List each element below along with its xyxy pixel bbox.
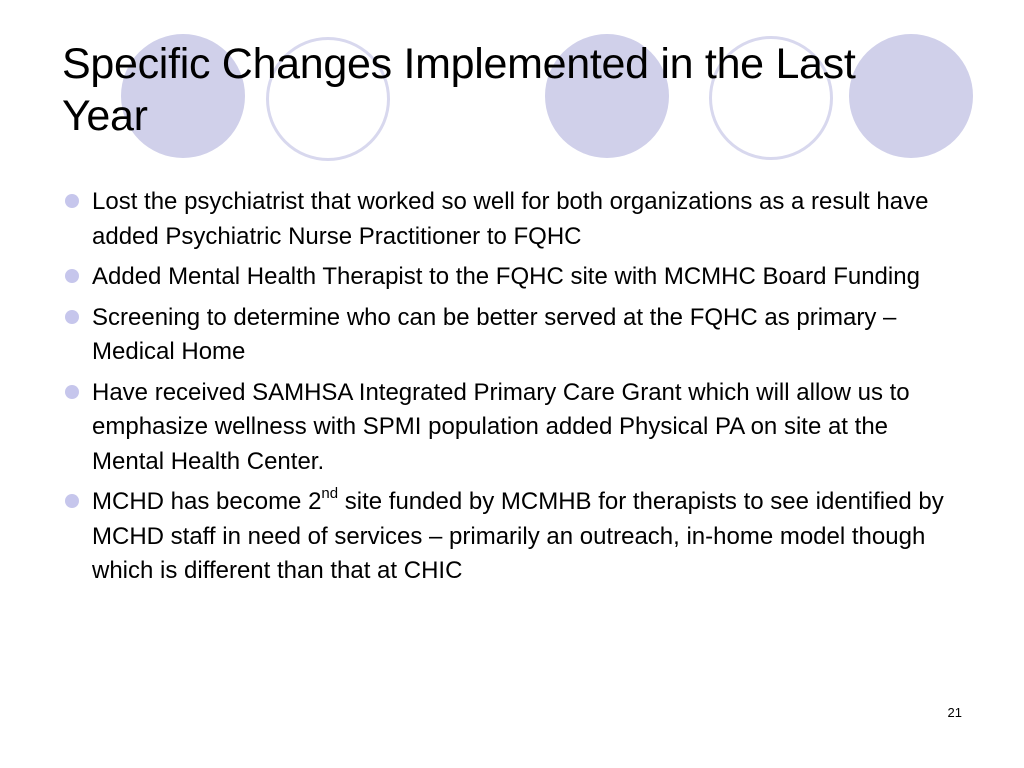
bullet-dot-icon bbox=[65, 385, 79, 399]
bullet-text-part: MCHD has become 2 bbox=[92, 488, 322, 515]
slide-number: 21 bbox=[947, 705, 962, 720]
bullet-item bbox=[62, 301, 962, 370]
bullet-dot-icon bbox=[65, 194, 79, 208]
bullet-item bbox=[62, 376, 962, 480]
bullet-text: Have received SAMHSA Integrated Primary Care Grant which will allow us to emphasize wellness with SPMI population added Physical PA on site at the Mental Health Center. bbox=[92, 378, 910, 475]
bullet-text: Lost the psychiatrist that worked so well for both organizations as a result have added Psychiatric Nurse Practitioner to FQHC bbox=[92, 188, 929, 250]
bullet-dot-icon bbox=[65, 269, 79, 283]
bullet-item bbox=[62, 260, 962, 295]
slide-title: Specific Changes Implemented in the Last Year bbox=[62, 40, 856, 140]
bullet-text-part: site funded by MCMHB for therapists to see identified by MCHD staff in need of services – primarily an outreach, in-home model though which is different than that at CHIC bbox=[92, 488, 944, 584]
ordinal-suffix: nd bbox=[321, 485, 339, 502]
bullet-text: Added Mental Health Therapist to the FQHC site with MCMHC Board Funding bbox=[92, 263, 920, 290]
bullet-dot-icon bbox=[65, 310, 79, 324]
bullet-list bbox=[62, 185, 962, 595]
bullet-text: Screening to determine who can be better served at the FQHC as primary – Medical Home bbox=[92, 303, 897, 365]
bullet-item bbox=[62, 185, 962, 254]
bullet-dot-icon bbox=[65, 494, 79, 508]
bullet-item bbox=[62, 485, 962, 589]
